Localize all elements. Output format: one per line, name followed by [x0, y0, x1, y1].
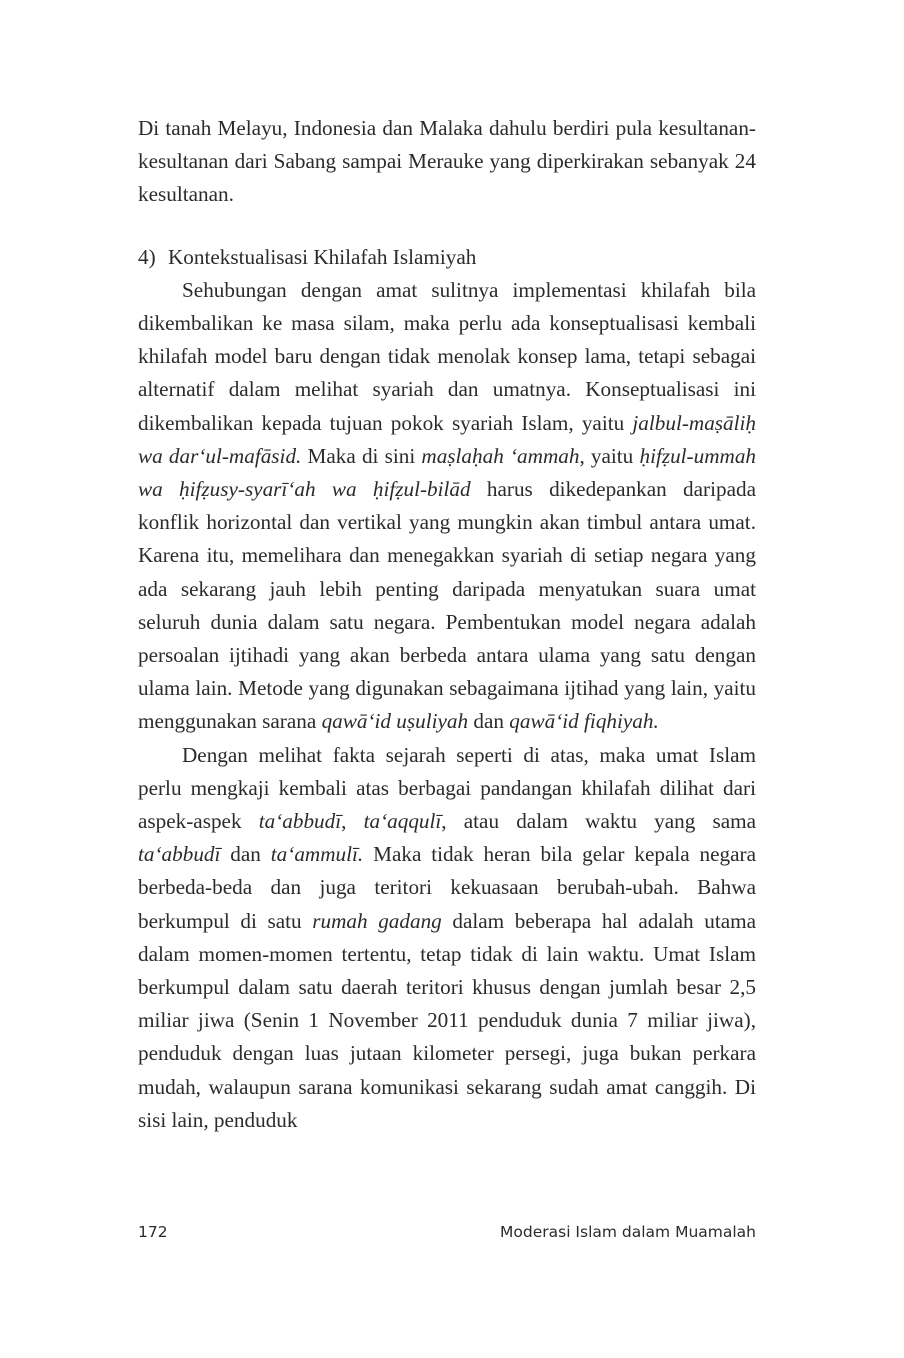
section-title: Kontekstualisasi Khilafah Islamiyah [168, 244, 477, 269]
text-run: , yaitu [579, 443, 640, 468]
italic-term: ta‘abbudī [258, 809, 342, 834]
italic-term: ta‘abbudī [138, 842, 221, 867]
text-run: Maka di sini [301, 443, 422, 468]
italic-term: qawā‘id fiqhiyah. [509, 709, 659, 734]
section-heading [138, 241, 756, 274]
intro-paragraph: Di tanah Melayu, Indonesia dan Malaka dahulu berdiri pula kesultanan-kesultanan dari Sabang sampai Merauke yang diperkirakan sebanyak 24 kesultanan. [138, 116, 756, 207]
text-run: Maka tidak heran bila gelar kepala negara berbeda-beda dan juga teritori kekuasaan berubah-ubah. Bahwa berkumpul di satu [138, 842, 756, 933]
text-run: dalam beberapa hal adalah utama dalam momen-momen tertentu, tetap tidak di lain waktu. Umat Islam berkumpul dalam satu daerah teritori khusus dengan jumlah besar 2,5 miliar jiwa (Senin 1 November 2011 penduduk dunia 7 miliar jiwa), penduduk dengan luas jutaan kilometer persegi, juga bukan perkara mudah, walaupun sarana komunikasi sekarang sudah amat canggih. Di sisi lain, penduduk [138, 908, 756, 1132]
page-footer [138, 1223, 756, 1247]
paragraph-contextualization [138, 274, 756, 739]
italic-term: ḥifẓul-ummah wa ḥifẓusy-syarī‘ah wa ḥifẓul-bilād [138, 443, 756, 502]
italic-term: jalbul-maṣāliḥ wa dar‘ul-mafāsid. [138, 410, 756, 468]
section-number: 4) [138, 244, 156, 269]
italic-term: ta‘aqqulī [363, 809, 442, 834]
italic-term: qawā‘id uṣuliyah [321, 709, 469, 734]
text-run: harus dikedepankan daripada konflik horizontal dan vertikal yang mungkin akan timbul antara umat. Karena itu, memelihara dan menegakkan syariah di setiap negara yang ada sekarang jauh lebih penting daripada menyatukan suara umat seluruh dunia dalam satu negara. Pembentukan model negara adalah persoalan ijtihadi yang akan berbeda antara ulama yang satu dengan ulama lain. Metode yang digunakan sebagaimana ijtihad yang lain, yaitu menggunakan sarana [138, 477, 756, 734]
text-run: dan [468, 709, 510, 734]
running-title: Moderasi Islam dalam Muamalah [500, 1223, 756, 1241]
text-run: Dengan melihat fakta sejarah seperti di atas, maka umat Islam perlu mengkaji kembali atas berbagai pandangan khilafah dilihat dari aspek-aspek [138, 742, 756, 834]
italic-term: rumah gadang [312, 908, 442, 933]
italic-term: maṣlaḥah ‘ammah [421, 443, 580, 468]
text-run: , [341, 809, 364, 834]
text-run: Sehubungan dengan amat sulitnya implementasi khilafah bila dikembalikan ke masa silam, maka perlu ada konseptualisasi kembali khilafah model baru dengan tidak menolak konsep lama, tetapi sebagai alternatif dalam melihat syariah dan umatnya. Konseptualisasi ini dikembalikan kepada tujuan pokok syariah Islam, yaitu [138, 277, 756, 435]
page-number: 172 [138, 1223, 168, 1241]
italic-term: ta‘ammulī. [270, 842, 364, 867]
paragraph-historical-facts [138, 739, 756, 1137]
text-run: , atau dalam waktu yang sama [441, 809, 756, 834]
text-run: dan [220, 842, 271, 867]
page-body [138, 112, 756, 1137]
